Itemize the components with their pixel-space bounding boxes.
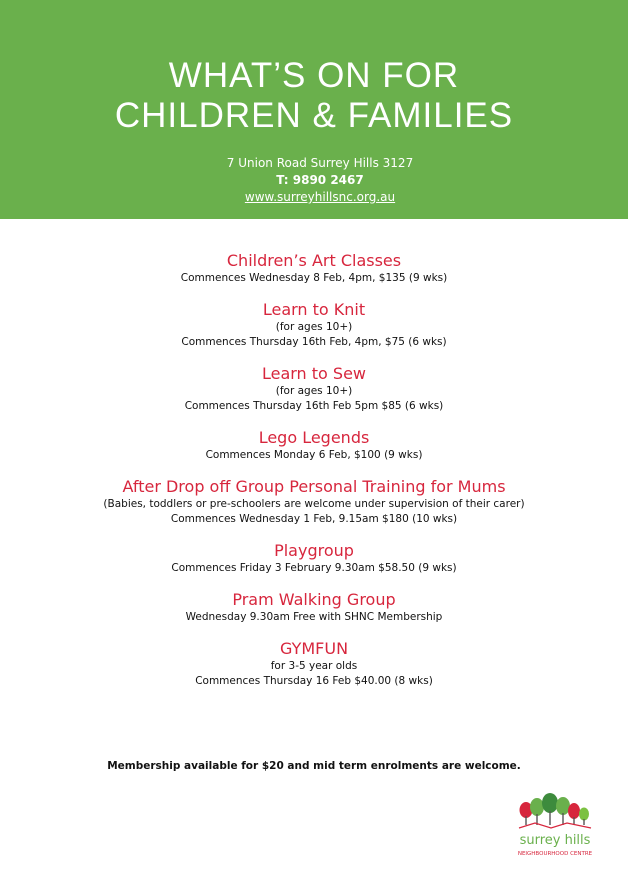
events-list: [0, 251, 628, 703]
logo-name: surrey hills: [519, 833, 591, 848]
event-gymfun: [0, 639, 628, 689]
event-detail: Commences Thursday 16th Feb 5pm $85 (6 wks): [184, 400, 444, 412]
phone: T: 9890 2467: [276, 173, 364, 187]
event-detail: Commences Monday 6 Feb, $100 (9 wks): [205, 449, 423, 461]
event-detail: (for ages 10+): [275, 385, 353, 397]
event-learn-to-sew: [0, 364, 628, 414]
event-detail: Commences Thursday 16 Feb $40.00 (8 wks): [195, 675, 433, 687]
event-title: GYMFUN: [279, 639, 349, 658]
event-detail: Commences Wednesday 8 Feb, 4pm, $135 (9 wks): [180, 272, 448, 284]
event-detail: (for ages 10+): [275, 321, 353, 333]
surrey-hills-logo: [505, 790, 605, 860]
website-link[interactable]: www.surreyhillsnc.org.au: [244, 190, 396, 204]
page-title-line-1: WHAT’S ON FOR: [168, 56, 460, 95]
event-title: Pram Walking Group: [232, 590, 396, 609]
event-title: Learn to Knit: [262, 300, 366, 319]
membership-note: Membership available for $20 and mid term enrolments are welcome.: [107, 760, 521, 772]
address: 7 Union Road Surrey Hills 3127: [226, 156, 414, 170]
event-detail: Commences Thursday 16th Feb, 4pm, $75 (6 wks): [181, 336, 447, 348]
event-detail: Commences Wednesday 1 Feb, 9.15am $180 (10 wks): [170, 513, 458, 525]
header-banner: [0, 0, 628, 219]
event-detail: for 3-5 year olds: [270, 660, 358, 672]
event-title: Lego Legends: [258, 428, 370, 447]
event-title: After Drop off Group Personal Training for Mums: [122, 477, 506, 496]
event-detail: Wednesday 9.30am Free with SHNC Membership: [185, 611, 443, 623]
event-lego-legends: [0, 428, 628, 463]
event-personal-training-for-mums: [0, 477, 628, 527]
page-title-line-2: CHILDREN & FAMILIES: [114, 96, 514, 135]
event-learn-to-knit: [0, 300, 628, 350]
trees-icon: [505, 790, 605, 835]
event-detail: Commences Friday 3 February 9.30am $58.50 (9 wks): [171, 562, 457, 574]
event-detail: (Babies, toddlers or pre-schoolers are welcome under supervision of their carer): [103, 498, 525, 510]
event-title: Children’s Art Classes: [226, 251, 402, 270]
event-childrens-art-classes: [0, 251, 628, 286]
event-title: Playgroup: [274, 541, 354, 560]
logo-subtitle: NEIGHBOURHOOD CENTRE: [517, 851, 593, 857]
contact-block: [220, 155, 420, 206]
event-title: Learn to Sew: [261, 364, 367, 383]
event-playgroup: [0, 541, 628, 576]
event-pram-walking-group: [0, 590, 628, 625]
